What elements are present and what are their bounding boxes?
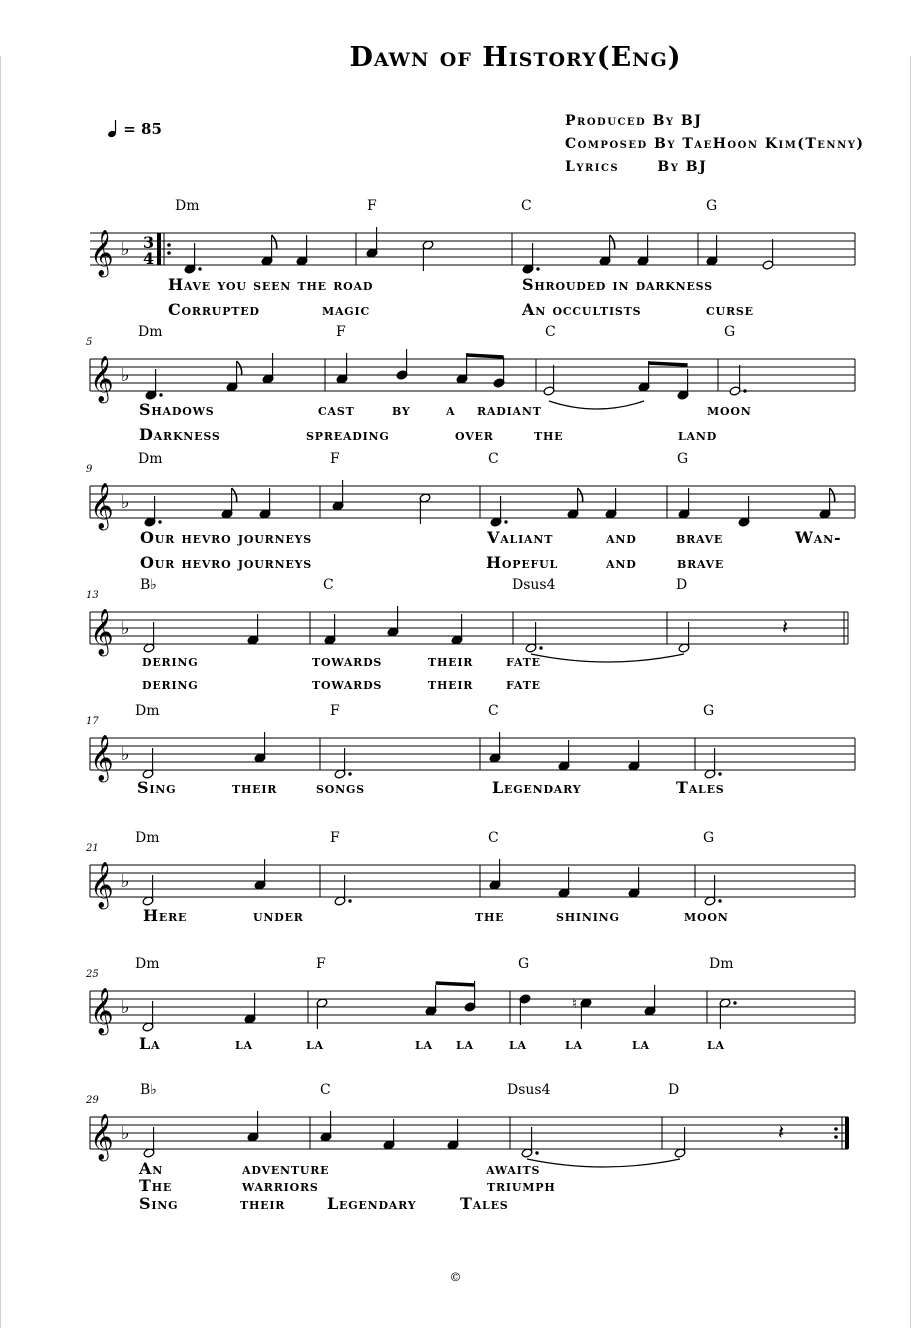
note-flag: [830, 488, 835, 502]
lyric-word: la: [456, 1034, 474, 1053]
measure-number: 9: [86, 464, 93, 475]
chord-symbol: C: [320, 1082, 331, 1098]
note-flag: [272, 235, 277, 249]
lyric-word: Here: [143, 906, 188, 925]
augmentation-dot: [539, 646, 542, 649]
chord-symbol: Dm: [175, 198, 200, 214]
lyric-word: moon: [684, 906, 729, 925]
lyric-word: la: [632, 1034, 650, 1053]
chord-symbol: B♭: [140, 577, 157, 593]
treble-clef-icon: 𝄞: [90, 988, 114, 1034]
note-flag: [237, 361, 242, 375]
lyric-word: Corrupted: [168, 300, 260, 319]
repeat-dot: [834, 1127, 838, 1131]
lyric-word: and: [606, 553, 637, 572]
augmentation-dot: [504, 520, 507, 523]
chord-symbol: F: [367, 198, 377, 214]
lyric-word: La: [139, 1034, 161, 1053]
lyric-word: and: [606, 528, 637, 547]
lyric-word: la: [707, 1034, 725, 1053]
augmentation-dot: [159, 393, 162, 396]
lyric-word: Sing: [139, 1194, 179, 1213]
note-beam: [467, 355, 504, 357]
note-flag: [232, 488, 237, 502]
measure-number: 17: [86, 716, 99, 727]
lyric-word: Wan-: [795, 528, 842, 547]
repeat-thick-bar: [845, 1117, 849, 1149]
lyric-word: towards: [312, 674, 383, 693]
repeat-dot: [167, 251, 171, 255]
note-beam: [649, 363, 688, 365]
lyric-word: Tales: [676, 778, 725, 797]
lyric-word: triumph: [487, 1176, 556, 1195]
lyric-word: Legendary: [492, 778, 582, 797]
treble-clef-icon: 𝄞: [90, 230, 114, 276]
lyric-word: An: [139, 1159, 164, 1178]
lyric-word: a: [446, 400, 456, 419]
chord-symbol: Dm: [138, 324, 163, 340]
measure-number: 21: [86, 843, 99, 854]
lyric-word: spreading: [306, 425, 390, 444]
copyright-mark: ©: [449, 1270, 462, 1284]
lyric-word: the: [534, 425, 564, 444]
chord-symbol: G: [706, 198, 718, 214]
lyric-word: Legendary: [327, 1194, 417, 1213]
repeat-dot: [834, 1135, 838, 1139]
lyric-word: Our hevro journeys: [140, 553, 313, 572]
lyric-word: Darkness: [139, 425, 221, 444]
repeat-dot: [167, 243, 171, 247]
quarter-rest-icon: 𝄽: [782, 615, 789, 639]
treble-clef-icon: 𝄞: [90, 862, 114, 908]
tempo-value: = 85: [123, 120, 162, 138]
augmentation-dot: [718, 899, 721, 902]
augmentation-dot: [535, 1151, 538, 1154]
chord-symbol: C: [488, 451, 499, 467]
lyric-word: their: [428, 651, 474, 670]
chord-symbol: Dsus4: [512, 577, 556, 593]
augmentation-dot: [733, 1001, 736, 1004]
lyric-word: radiant: [477, 400, 542, 419]
note-flag: [610, 235, 615, 249]
chord-symbol: B♭: [140, 1082, 157, 1098]
lyric-word: Have you seen the road: [168, 275, 374, 294]
treble-clef-icon: 𝄞: [90, 735, 114, 781]
chord-symbol: G: [724, 324, 736, 340]
chord-symbol: C: [545, 324, 556, 340]
staff-system-3: [90, 480, 855, 527]
lyric-word: Shadows: [139, 400, 215, 419]
song-title: Dawn of History(Eng): [349, 42, 682, 73]
lyric-word: An occultists: [522, 300, 642, 319]
key-signature-flat: ♭: [121, 492, 130, 513]
chord-symbol: G: [518, 956, 530, 972]
treble-clef-icon: 𝄞: [90, 609, 114, 655]
treble-clef-icon: 𝄞: [90, 356, 114, 402]
lyric-word: brave: [676, 528, 724, 547]
staff-system-7: [90, 981, 855, 1032]
chord-symbol: F: [336, 324, 346, 340]
lyric-word: la: [509, 1034, 527, 1053]
chord-symbol: G: [703, 703, 715, 719]
lyric-word: over: [455, 425, 494, 444]
chord-symbol: C: [488, 830, 499, 846]
lyric-word: curse: [706, 300, 754, 319]
measure-number: 13: [86, 590, 99, 601]
augmentation-dot: [348, 899, 351, 902]
lyric-word: songs: [316, 778, 365, 797]
lyric-word: moon: [707, 400, 752, 419]
key-signature-flat: ♭: [121, 1123, 130, 1144]
lyric-word: their: [240, 1194, 286, 1213]
chord-symbol: C: [488, 703, 499, 719]
lyric-word: la: [235, 1034, 253, 1053]
chord-symbol: Dm: [138, 451, 163, 467]
note-beam: [436, 983, 475, 985]
lyric-word: The: [139, 1176, 173, 1195]
treble-clef-icon: 𝄞: [90, 483, 114, 529]
chord-symbol: F: [330, 451, 340, 467]
augmentation-dot: [348, 772, 351, 775]
lyric-word: la: [306, 1034, 324, 1053]
lyric-word: Our hevro journeys: [140, 528, 313, 547]
lyric-word: Hopeful: [486, 553, 559, 572]
staff-system-6: [90, 859, 855, 906]
lyric-word: dering: [142, 674, 199, 693]
lyric-word: their: [428, 674, 474, 693]
lyric-word: magic: [322, 300, 371, 319]
lyric-word: the: [475, 906, 505, 925]
natural-sign: ♮: [572, 996, 578, 1012]
lyric-word: Shrouded in darkness: [522, 275, 713, 294]
augmentation-dot: [743, 389, 746, 392]
chord-symbol: Dm: [135, 703, 160, 719]
credit-produced: Produced By BJ: [565, 113, 703, 129]
lyric-word: la: [415, 1034, 433, 1053]
tie: [549, 401, 644, 409]
chord-symbol: G: [703, 830, 715, 846]
measure-number: 5: [86, 337, 93, 348]
lyric-word: brave: [677, 553, 725, 572]
augmentation-dot: [536, 267, 539, 270]
chord-symbol: Dm: [709, 956, 734, 972]
lyric-word: towards: [312, 651, 383, 670]
note-flag: [578, 488, 583, 502]
key-signature-flat: ♭: [121, 618, 130, 639]
staff-system-5: [90, 732, 855, 779]
chord-symbol: D: [676, 577, 688, 593]
lyric-word: fate: [506, 674, 541, 693]
repeat-thick-bar: [157, 233, 161, 265]
time-signature-top: 3: [143, 233, 155, 252]
chord-symbol: F: [316, 956, 326, 972]
lyric-word: cast: [318, 400, 355, 419]
time-signature-bottom: 4: [143, 249, 155, 268]
chord-symbol: Dm: [135, 830, 160, 846]
chord-symbol: D: [668, 1082, 680, 1098]
chord-symbol: C: [323, 577, 334, 593]
chord-symbol: C: [521, 198, 532, 214]
lyric-word: land: [678, 425, 718, 444]
augmentation-dot: [158, 520, 161, 523]
staff-system-1: [90, 227, 855, 274]
key-signature-flat: ♭: [121, 997, 130, 1018]
chord-symbol: F: [330, 703, 340, 719]
lyric-word: by: [392, 400, 411, 419]
lyric-word: la: [565, 1034, 583, 1053]
credit-lyrics: Lyrics By BJ: [565, 159, 708, 175]
key-signature-flat: ♭: [121, 239, 130, 260]
lyric-word: shining: [556, 906, 620, 925]
measure-number: 29: [86, 1095, 99, 1106]
chord-symbol: F: [330, 830, 340, 846]
key-signature-flat: ♭: [121, 744, 130, 765]
augmentation-dot: [198, 267, 201, 270]
staff-system-8: [90, 1111, 849, 1167]
lyric-word: under: [253, 906, 304, 925]
key-signature-flat: ♭: [121, 871, 130, 892]
key-signature-flat: ♭: [121, 365, 130, 386]
lyric-word: adventure: [242, 1159, 330, 1178]
tie: [531, 654, 684, 662]
quarter-rest-icon: 𝄽: [778, 1120, 785, 1144]
credit-composed: Composed By TaeHoon Kim(Tenny): [565, 136, 865, 152]
chord-symbol: Dm: [135, 956, 160, 972]
tie: [527, 1159, 680, 1167]
lyric-word: Sing: [137, 778, 177, 797]
measure-number: 25: [86, 969, 99, 980]
lyric-word: Valiant: [487, 528, 554, 547]
chord-symbol: Dsus4: [507, 1082, 551, 1098]
treble-clef-icon: 𝄞: [90, 1114, 114, 1160]
lyric-word: warriors: [242, 1176, 319, 1195]
augmentation-dot: [718, 772, 721, 775]
lyric-word: dering: [142, 651, 199, 670]
lyric-word: their: [232, 778, 278, 797]
chord-symbol: G: [677, 451, 689, 467]
lyric-word: awaits: [486, 1159, 541, 1178]
lyric-word: fate: [506, 651, 541, 670]
lyric-word: Tales: [460, 1194, 509, 1213]
